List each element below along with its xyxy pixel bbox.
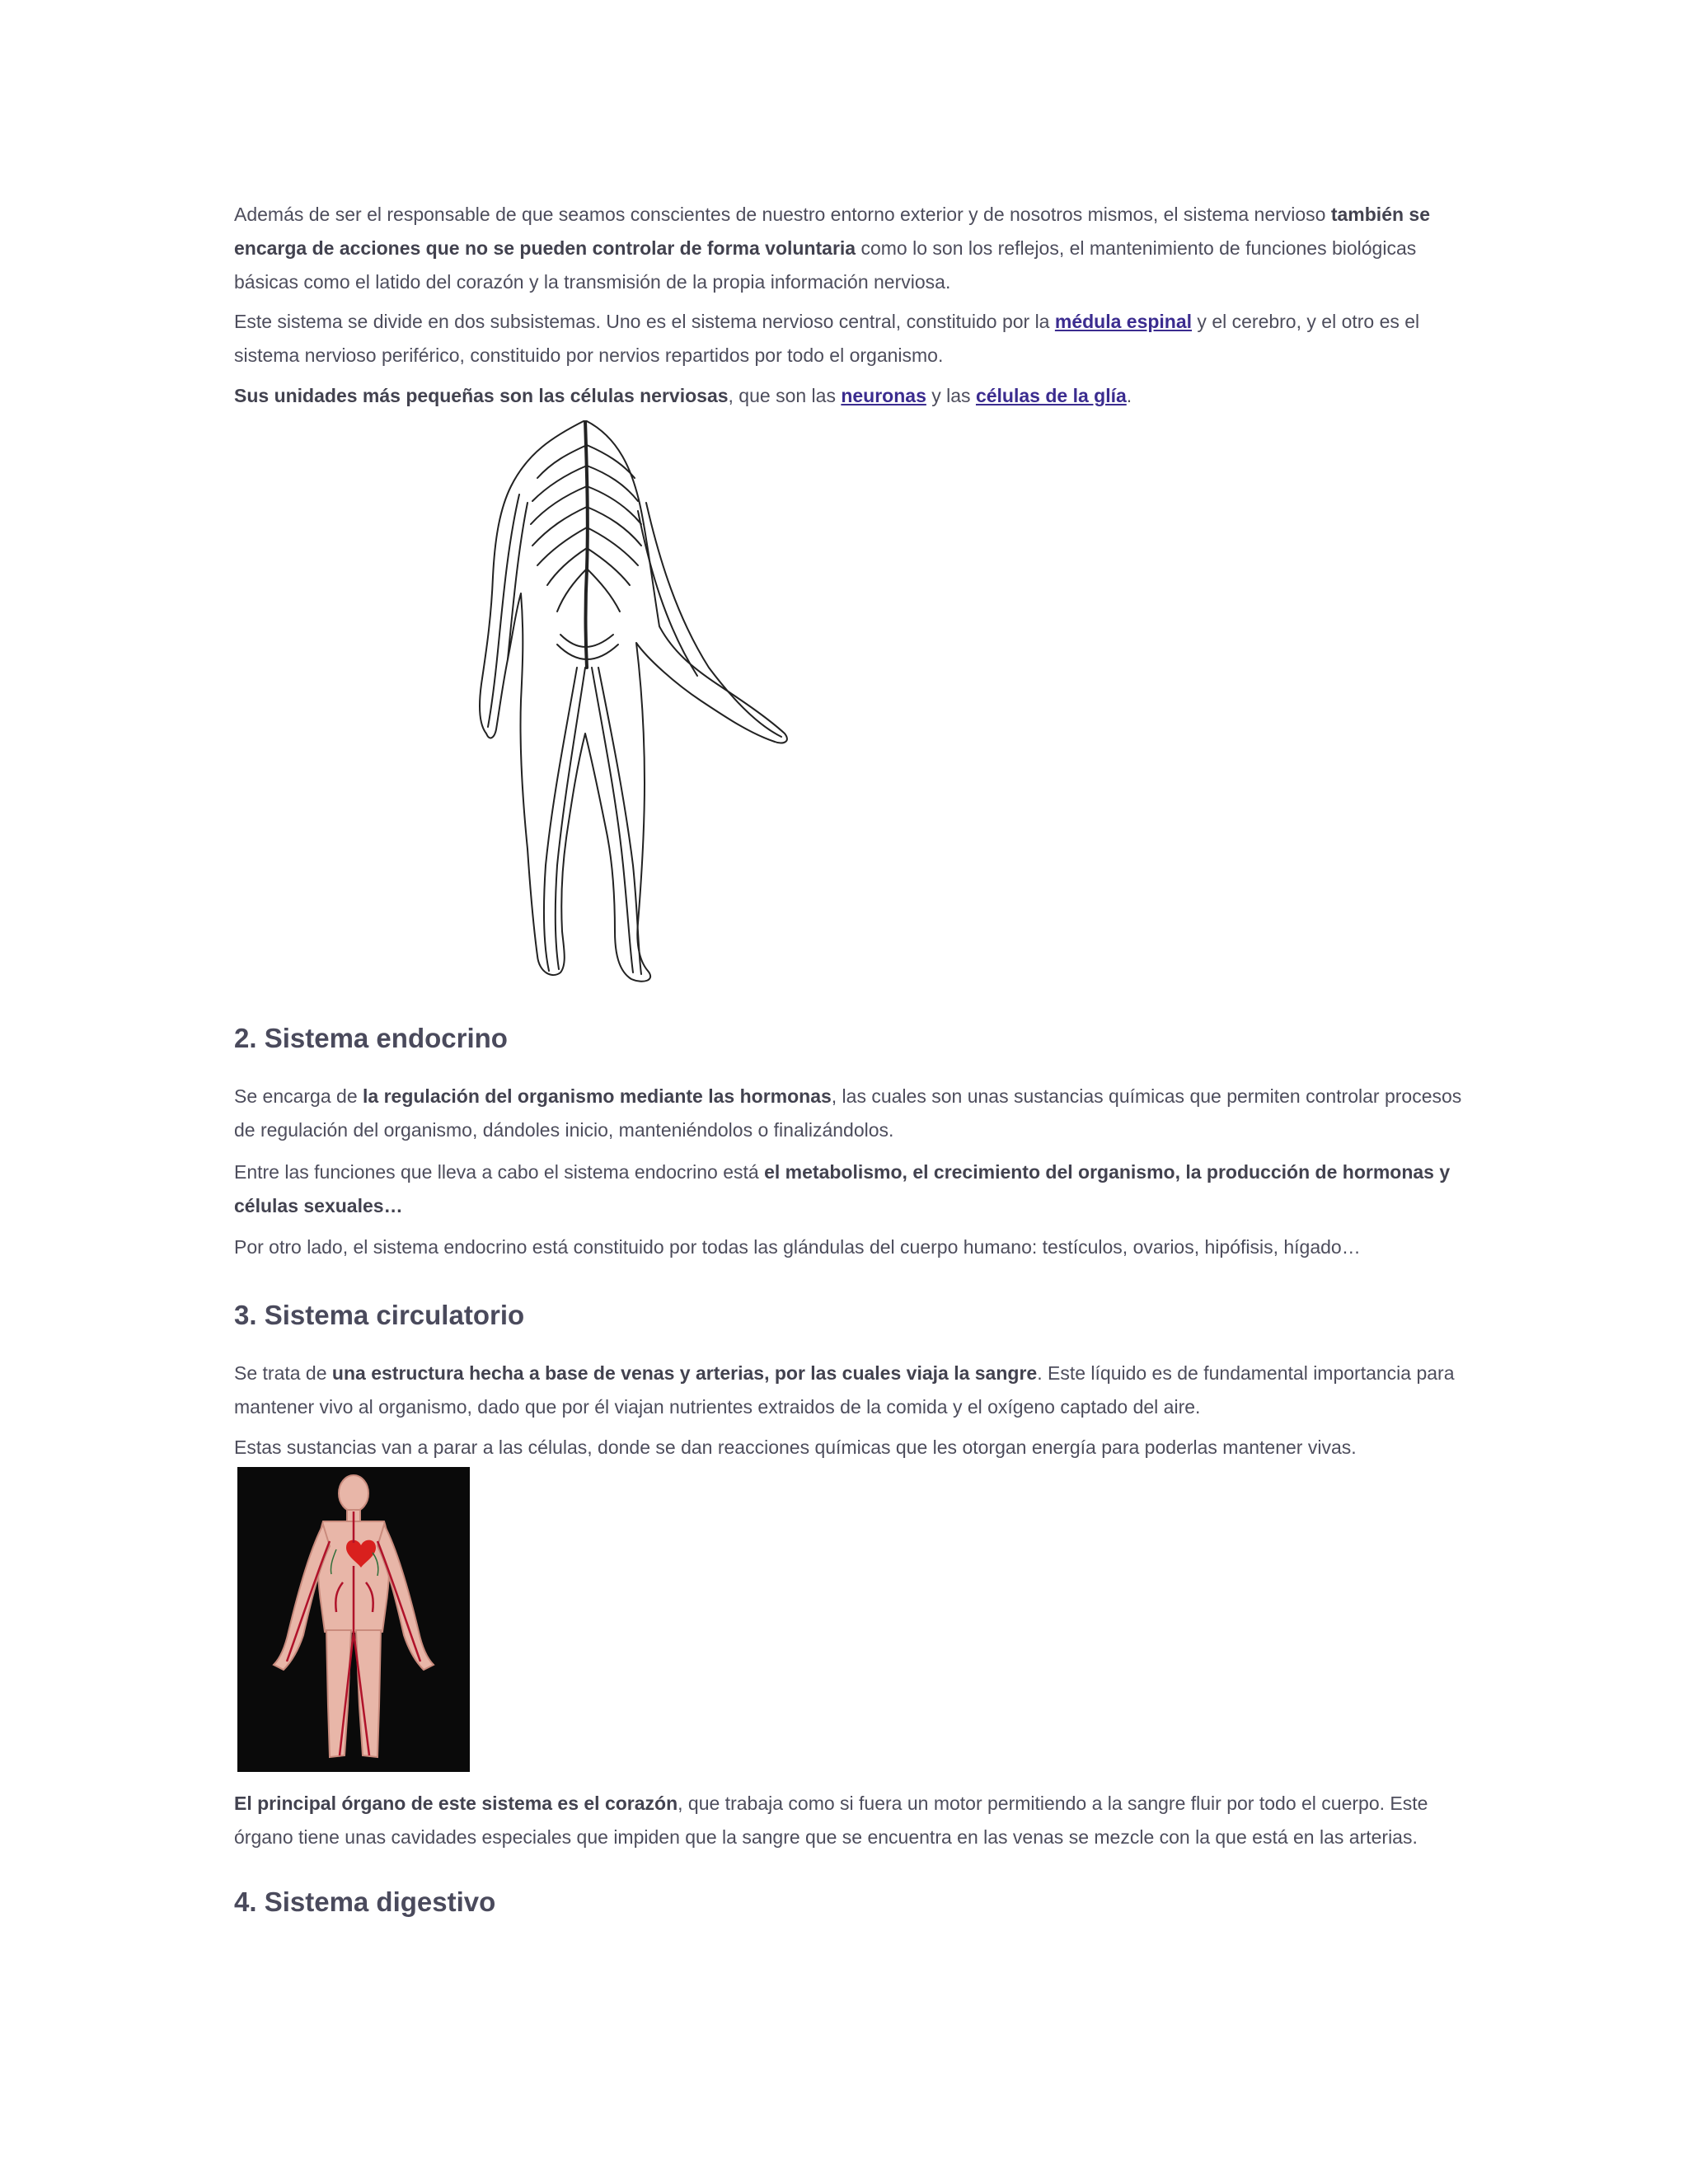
paragraph-endocrine-2: Entre las funciones que lleva a cabo el sistema endocrino está el metabolismo, el crecimiento del organismo, la producción de hormonas y células sexuales…	[234, 1161, 1451, 1216]
heading-sistema-circulatorio: 3. Sistema circulatorio	[234, 1300, 525, 1330]
link-neuronas[interactable]: neuronas	[841, 385, 926, 406]
link-celulas-glia[interactable]: células de la glía	[975, 385, 1127, 406]
paragraph-nervous-1: Además de ser el responsable de que seamos conscientes de nuestro entorno exterior y de nosotros mismos, el sistema nervioso también se encarga de acciones que no se pueden controlar de forma voluntaria como lo son los reflejos, el mantenimiento de funciones biológicas básicas como el latido del corazón y la transmisión de la propia información nerviosa.	[234, 204, 1431, 293]
heading-sistema-endocrino: 2. Sistema endocrino	[234, 1023, 508, 1053]
paragraph-nervous-2: Este sistema se divide en dos subsistemas. Uno es el sistema nervioso central, constituido por la médula espinal y el cerebro, y el otro es el sistema nervioso periférico, constituido por nervios repartidos por todo el organismo.	[234, 311, 1420, 366]
paragraph-nervous-3: Sus unidades más pequeñas son las células nerviosas, que son las neuronas y las células de la glía.	[234, 385, 1132, 406]
bold-text: Sus unidades más pequeñas son las células nerviosas	[234, 385, 729, 406]
paragraph-endocrine-1: Se encarga de la regulación del organismo mediante las hormonas, las cuales son unas sustancias químicas que permiten controlar procesos de regulación del organismo, dándoles inicio, manteniéndolos o finalizándolos.	[234, 1085, 1462, 1141]
link-medula-espinal[interactable]: médula espinal	[1054, 311, 1193, 332]
circulatory-system-illustration	[237, 1467, 470, 1772]
bold-text: el metabolismo, el crecimiento del organismo, la producción de hormonas y células sexuales…	[234, 1161, 1451, 1216]
nervous-system-illustration	[462, 420, 808, 989]
paragraph-endocrine-3: Por otro lado, el sistema endocrino está constituido por todas las glándulas del cuerpo humano: testículos, ovarios, hipófisis, hígado…	[234, 1236, 1361, 1258]
bold-text: la regulación del organismo mediante las hormonas	[363, 1085, 832, 1107]
heading-sistema-digestivo: 4. Sistema digestivo	[234, 1886, 496, 1917]
paragraph-circulatory-1: Se trata de una estructura hecha a base de venas y arterias, por las cuales viaja la sangre. Este líquido es de fundamental importancia para mantener vivo al organismo, dado que por él viajan nutrientes extraidos de la comida y el oxígeno captado del aire.	[234, 1362, 1455, 1418]
bold-text: también se encarga de acciones que no se pueden controlar de forma voluntaria	[234, 204, 1431, 259]
paragraph-circulatory-3: El principal órgano de este sistema es el corazón, que trabaja como si fuera un motor permitiendo a la sangre fluir por todo el cuerpo. Este órgano tiene unas cavidades especiales que impiden que la sangre que se encuentra en las venas se mezcle con la que está en las arterias.	[234, 1793, 1428, 1848]
bold-text: una estructura hecha a base de venas y arterias, por las cuales viaja la sangre	[331, 1362, 1038, 1384]
paragraph-circulatory-2: Estas sustancias van a parar a las células, donde se dan reacciones químicas que les otorgan energía para poderlas mantener vivas.	[234, 1436, 1357, 1458]
bold-text: El principal órgano de este sistema es el corazón	[234, 1793, 678, 1814]
